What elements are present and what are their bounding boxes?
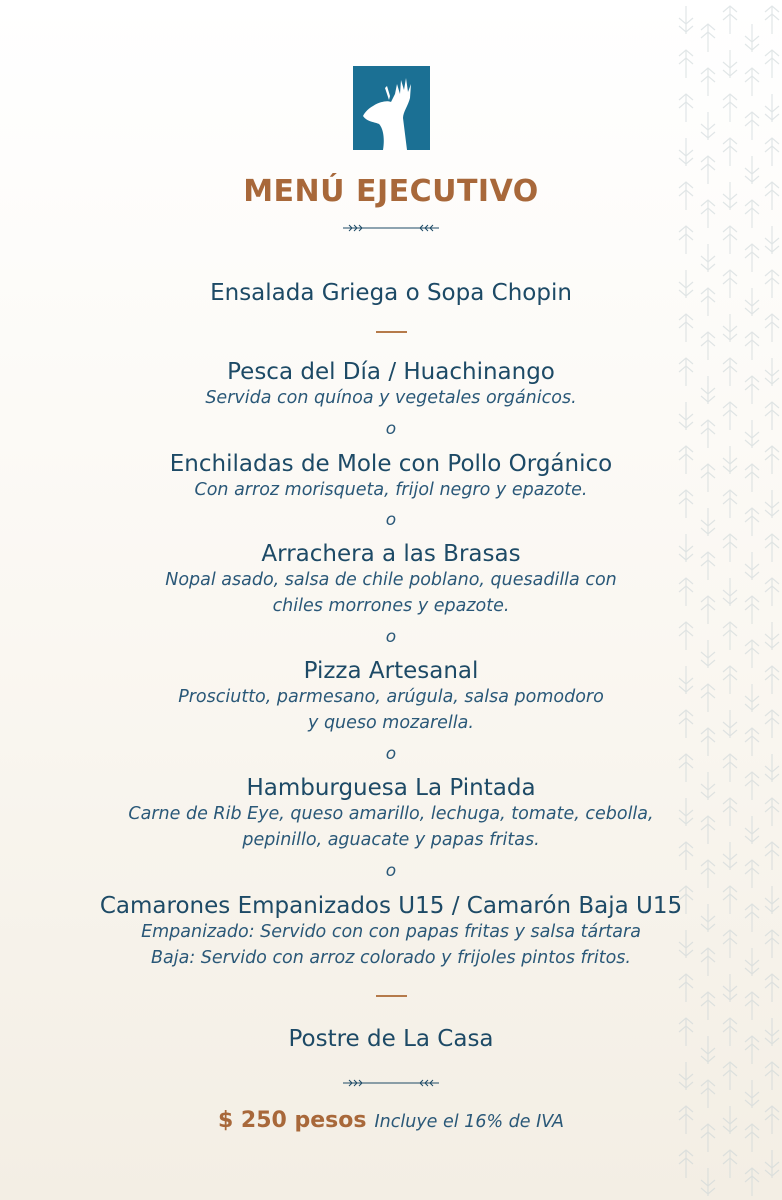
main-dish-desc: Servida con quínoa y vegetales orgánicos. (205, 388, 577, 408)
or-separator: o (385, 510, 397, 530)
or-separator: o (385, 861, 397, 881)
main-dish-desc: Nopal asado, salsa de chile poblano, quesadilla con (165, 570, 617, 590)
main-dish-desc: Con arroz morisqueta, frijol negro y epazote. (194, 480, 588, 500)
main-dish-desc: chiles morrones y epazote. (272, 596, 510, 616)
main-dish-name: Camarones Empanizados U15 / Camarón Baja U15 (99, 893, 683, 919)
main-dish-name: Pesca del Día / Huachinango (227, 359, 555, 385)
first-course: Ensalada Griega o Sopa Chopin (210, 280, 572, 306)
deer-logo-icon (353, 66, 430, 150)
main-dish-name: Pizza Artesanal (303, 658, 479, 684)
or-separator: o (385, 627, 397, 647)
or-separator: o (385, 419, 397, 439)
main-dish-name: Hamburguesa La Pintada (246, 775, 536, 801)
price-line (0, 1108, 782, 1133)
arrow-divider-icon (341, 1078, 441, 1088)
dessert: Postre de La Casa (288, 1026, 494, 1052)
arrow-divider-icon (341, 223, 441, 233)
section-divider (376, 995, 407, 997)
main-dish-desc: Baja: Servido con arroz colorado y frijoles pintos fritos. (151, 948, 631, 968)
main-dish-desc: Prosciutto, parmesano, arúgula, salsa pomodoro (178, 687, 604, 707)
main-dish-name: Arrachera a las Brasas (261, 541, 521, 567)
menu-title: MENÚ EJECUTIVO (243, 174, 539, 209)
main-dish-desc: Empanizado: Servido con con papas fritas y salsa tártara (141, 922, 641, 942)
main-dish-desc: Carne de Rib Eye, queso amarillo, lechuga, tomate, cebolla, (128, 804, 654, 824)
main-dish-desc: pepinillo, aguacate y papas fritas. (242, 830, 540, 850)
section-divider (376, 331, 407, 333)
tax-note: Incluye el 16% de IVA (374, 1112, 565, 1132)
main-dish-desc: y queso mozarella. (308, 713, 474, 733)
or-separator: o (385, 744, 397, 764)
main-dish-name: Enchiladas de Mole con Pollo Orgánico (169, 451, 613, 477)
price: $ 250 pesos (217, 1108, 367, 1133)
